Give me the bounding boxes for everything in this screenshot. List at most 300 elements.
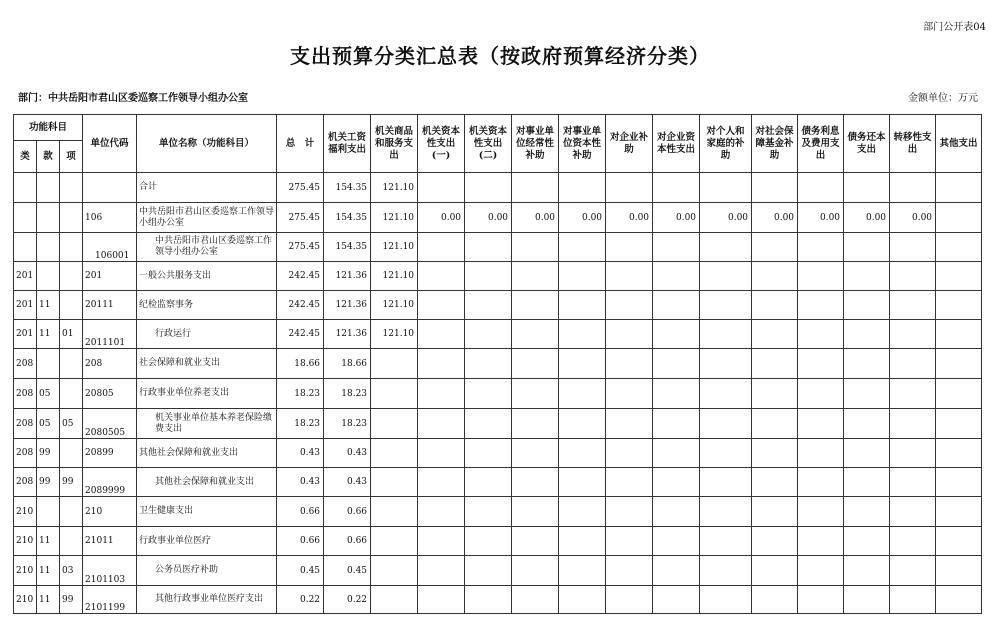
- table-row: [14, 439, 982, 468]
- col-header: 机关商品和服务支出: [371, 115, 418, 173]
- unit-code-cell: 2080505: [83, 409, 137, 439]
- amount-cell: [512, 379, 559, 409]
- amount-cell: [936, 203, 982, 233]
- amount-cell: [559, 468, 606, 497]
- amount-cell: [700, 233, 752, 262]
- amount-cell: [559, 497, 606, 527]
- amount-cell: [752, 409, 798, 439]
- unit-name-cell: 其他社会保障和就业支出: [137, 439, 277, 468]
- amount-cell: [465, 439, 512, 468]
- amount-cell: [512, 349, 559, 379]
- amount-cell: [936, 409, 982, 439]
- table-row: [14, 320, 982, 349]
- amount-cell: [371, 556, 418, 586]
- amount-cell: [418, 233, 465, 262]
- amount-cell: [559, 556, 606, 586]
- col-header: 债务利息及费用支出: [798, 115, 844, 173]
- amount-cell: [512, 320, 559, 349]
- amount-cell: 18.66: [277, 349, 324, 379]
- amount-cell: [844, 233, 890, 262]
- amount-cell: [606, 439, 653, 468]
- table-row: [14, 203, 982, 233]
- amount-cell: [752, 556, 798, 586]
- kuan-cell: 11: [37, 527, 60, 556]
- amount-cell: [936, 556, 982, 586]
- amount-cell: [936, 320, 982, 349]
- amount-cell: 0.00: [465, 203, 512, 233]
- amount-cell: [606, 409, 653, 439]
- amount-cell: 121.36: [324, 291, 371, 320]
- lei-cell: 208: [14, 379, 37, 409]
- unit-code-cell: 210: [83, 497, 137, 527]
- amount-cell: [559, 527, 606, 556]
- amount-cell: [653, 379, 700, 409]
- amount-cell: [752, 527, 798, 556]
- amount-cell: 154.35: [324, 173, 371, 203]
- table-row: [14, 262, 982, 291]
- xiang-cell: [60, 349, 83, 379]
- amount-cell: [606, 586, 653, 614]
- amount-cell: 0.00: [653, 203, 700, 233]
- amount-cell: [752, 379, 798, 409]
- xiang-cell: [60, 497, 83, 527]
- unit-name-cell: 行政事业单位养老支出: [137, 379, 277, 409]
- amount-cell: [512, 233, 559, 262]
- amount-cell: [700, 409, 752, 439]
- amount-cell: [512, 173, 559, 203]
- amount-cell: [559, 233, 606, 262]
- unit-code-cell: 106001: [83, 233, 137, 262]
- amount-cell: [936, 262, 982, 291]
- table-row: [14, 409, 982, 439]
- unit-code-cell: 2101103: [83, 556, 137, 586]
- amount-cell: 121.10: [371, 291, 418, 320]
- amount-cell: 275.45: [277, 233, 324, 262]
- amount-cell: [465, 409, 512, 439]
- amount-cell: [606, 497, 653, 527]
- amount-cell: [371, 409, 418, 439]
- amount-cell: 275.45: [277, 173, 324, 203]
- table-row: [14, 586, 982, 614]
- amount-cell: [653, 556, 700, 586]
- amount-cell: [798, 173, 844, 203]
- amount-cell: [512, 556, 559, 586]
- amount-cell: [890, 173, 936, 203]
- amount-cell: [798, 379, 844, 409]
- xiang-cell: 01: [60, 320, 83, 349]
- amount-cell: [606, 527, 653, 556]
- kuan-cell: [37, 349, 60, 379]
- amount-cell: [465, 173, 512, 203]
- amount-cell: [653, 497, 700, 527]
- amount-cell: [653, 233, 700, 262]
- amount-cell: [936, 527, 982, 556]
- unit-name-cell: 行政运行: [137, 320, 277, 349]
- amount-cell: [798, 497, 844, 527]
- amount-cell: [465, 556, 512, 586]
- unit-code-cell: 20805: [83, 379, 137, 409]
- amount-cell: [752, 468, 798, 497]
- col-header: 对事业单位经常性补助: [512, 115, 559, 173]
- kuan-cell: 11: [37, 586, 60, 614]
- amount-cell: [844, 320, 890, 349]
- amount-cell: [465, 497, 512, 527]
- amount-cell: [844, 173, 890, 203]
- unit-name-cell: 机关事业单位基本养老保险缴费支出: [137, 409, 277, 439]
- amount-cell: [606, 320, 653, 349]
- amount-cell: [465, 233, 512, 262]
- unit-code-cell: 20899: [83, 439, 137, 468]
- amount-cell: 154.35: [324, 233, 371, 262]
- amount-cell: [465, 349, 512, 379]
- amount-cell: [465, 379, 512, 409]
- xiang-header: 项: [60, 141, 83, 173]
- amount-cell: [418, 497, 465, 527]
- amount-cell: [559, 379, 606, 409]
- amount-cell: [512, 527, 559, 556]
- amount-cell: [752, 439, 798, 468]
- func-subject-header: 功能科目: [14, 115, 83, 141]
- amount-cell: [465, 468, 512, 497]
- total-header: 总 计: [277, 115, 324, 173]
- amount-cell: [752, 349, 798, 379]
- unit-code-cell: 2089999: [83, 468, 137, 497]
- unit-name-cell: 公务员医疗补助: [137, 556, 277, 586]
- unit-code-header: 单位代码: [83, 115, 137, 173]
- lei-cell: 201: [14, 320, 37, 349]
- amount-cell: [653, 586, 700, 614]
- col-header: 转移性支出: [890, 115, 936, 173]
- amount-cell: [798, 233, 844, 262]
- unit-name-cell: 一般公共服务支出: [137, 262, 277, 291]
- amount-cell: 0.45: [277, 556, 324, 586]
- unit-name-cell: 行政事业单位医疗: [137, 527, 277, 556]
- amount-cell: [890, 439, 936, 468]
- amount-cell: 0.00: [559, 203, 606, 233]
- kuan-cell: 05: [37, 379, 60, 409]
- amount-cell: [653, 262, 700, 291]
- lei-cell: 208: [14, 439, 37, 468]
- amount-cell: [465, 527, 512, 556]
- amount-cell: [844, 468, 890, 497]
- lei-cell: 201: [14, 262, 37, 291]
- amount-cell: [465, 586, 512, 614]
- unit-name-header: 单位名称（功能科目）: [137, 115, 277, 173]
- lei-cell: 208: [14, 409, 37, 439]
- table-row: [14, 556, 982, 586]
- amount-cell: 121.36: [324, 320, 371, 349]
- amount-cell: [798, 439, 844, 468]
- amount-cell: [844, 379, 890, 409]
- amount-cell: [465, 291, 512, 320]
- amount-cell: 0.00: [512, 203, 559, 233]
- amount-cell: 121.10: [371, 262, 418, 291]
- amount-cell: [606, 468, 653, 497]
- xiang-cell: 05: [60, 409, 83, 439]
- amount-cell: 0.00: [606, 203, 653, 233]
- amount-cell: [653, 349, 700, 379]
- amount-cell: [890, 586, 936, 614]
- amount-cell: [844, 262, 890, 291]
- amount-cell: [371, 586, 418, 614]
- amount-cell: [512, 262, 559, 291]
- form-number: 部门公开表04: [923, 22, 986, 33]
- amount-cell: [606, 379, 653, 409]
- lei-cell: [14, 203, 37, 233]
- amount-cell: [890, 409, 936, 439]
- amount-cell: [653, 173, 700, 203]
- lei-cell: 210: [14, 527, 37, 556]
- amount-cell: 0.43: [324, 439, 371, 468]
- page-title: 支出预算分类汇总表（按政府预算经济分类）: [290, 44, 710, 68]
- xiang-cell: [60, 379, 83, 409]
- amount-cell: [512, 586, 559, 614]
- xiang-cell: 03: [60, 556, 83, 586]
- amount-cell: [606, 291, 653, 320]
- amount-cell: [606, 262, 653, 291]
- amount-cell: 121.10: [371, 203, 418, 233]
- kuan-cell: 99: [37, 468, 60, 497]
- amount-cell: [418, 439, 465, 468]
- col-header: 对事业单位资本性补助: [559, 115, 606, 173]
- amount-cell: [798, 320, 844, 349]
- kuan-cell: 11: [37, 320, 60, 349]
- unit-name-cell: 其他社会保障和就业支出: [137, 468, 277, 497]
- kuan-cell: [37, 262, 60, 291]
- kuan-header: 款: [37, 141, 60, 173]
- amount-cell: 0.43: [277, 439, 324, 468]
- amount-cell: [559, 586, 606, 614]
- amount-cell: [512, 468, 559, 497]
- amount-cell: [700, 320, 752, 349]
- amount-cell: [418, 262, 465, 291]
- col-header: 对企业资本性支出: [653, 115, 700, 173]
- amount-cell: [844, 409, 890, 439]
- amount-cell: [936, 468, 982, 497]
- amount-cell: [559, 409, 606, 439]
- amount-cell: 0.00: [890, 203, 936, 233]
- amount-cell: [752, 291, 798, 320]
- amount-cell: 18.23: [324, 379, 371, 409]
- amount-cell: 18.66: [324, 349, 371, 379]
- amount-cell: [890, 468, 936, 497]
- amount-cell: [653, 291, 700, 320]
- kuan-cell: [37, 497, 60, 527]
- amount-cell: [752, 262, 798, 291]
- amount-cell: [700, 497, 752, 527]
- amount-cell: [798, 556, 844, 586]
- amount-cell: [559, 320, 606, 349]
- unit-code-cell: 201: [83, 262, 137, 291]
- amount-cell: 18.23: [324, 409, 371, 439]
- unit-name-cell: 其他行政事业单位医疗支出: [137, 586, 277, 614]
- table-row: [14, 291, 982, 320]
- expenditure-table: [13, 114, 982, 614]
- col-header: 机关工资福利支出: [324, 115, 371, 173]
- amount-cell: [798, 468, 844, 497]
- amount-cell: [890, 233, 936, 262]
- amount-cell: [844, 556, 890, 586]
- amount-cell: [798, 262, 844, 291]
- amount-cell: [559, 439, 606, 468]
- xiang-cell: [60, 262, 83, 291]
- unit-name-cell: 纪检监察事务: [137, 291, 277, 320]
- table-row: [14, 497, 982, 527]
- lei-cell: [14, 233, 37, 262]
- amount-cell: [844, 586, 890, 614]
- amount-cell: [890, 527, 936, 556]
- xiang-cell: [60, 291, 83, 320]
- amount-cell: 0.66: [277, 497, 324, 527]
- amount-unit-label: 金额单位：万元: [908, 93, 978, 104]
- amount-cell: [700, 586, 752, 614]
- amount-cell: [371, 349, 418, 379]
- amount-cell: [798, 409, 844, 439]
- col-header: 其他支出: [936, 115, 982, 173]
- amount-cell: 0.22: [324, 586, 371, 614]
- amount-cell: [798, 291, 844, 320]
- lei-cell: 201: [14, 291, 37, 320]
- amount-cell: [700, 439, 752, 468]
- amount-cell: [653, 320, 700, 349]
- xiang-cell: [60, 439, 83, 468]
- amount-cell: [418, 291, 465, 320]
- kuan-cell: 05: [37, 409, 60, 439]
- table-row: [14, 379, 982, 409]
- amount-cell: [890, 379, 936, 409]
- amount-cell: [936, 349, 982, 379]
- amount-cell: [936, 379, 982, 409]
- unit-code-cell: [83, 173, 137, 203]
- unit-name-cell: 卫生健康支出: [137, 497, 277, 527]
- col-header: 机关资本性支出(一): [418, 115, 465, 173]
- lei-cell: [14, 173, 37, 203]
- amount-cell: [465, 262, 512, 291]
- amount-cell: [371, 497, 418, 527]
- amount-cell: [371, 379, 418, 409]
- amount-cell: [559, 173, 606, 203]
- amount-cell: [371, 439, 418, 468]
- amount-cell: [371, 527, 418, 556]
- amount-cell: 121.10: [371, 173, 418, 203]
- xiang-cell: 99: [60, 586, 83, 614]
- amount-cell: 0.66: [324, 497, 371, 527]
- amount-cell: [653, 527, 700, 556]
- unit-name-cell: 社会保障和就业支出: [137, 349, 277, 379]
- amount-cell: [559, 349, 606, 379]
- amount-cell: 0.43: [277, 468, 324, 497]
- amount-cell: [890, 262, 936, 291]
- amount-cell: [700, 291, 752, 320]
- amount-cell: 0.22: [277, 586, 324, 614]
- unit-name-cell: 中共岳阳市君山区委巡察工作领导小组办公室: [137, 233, 277, 262]
- amount-cell: 0.00: [844, 203, 890, 233]
- kuan-cell: [37, 173, 60, 203]
- amount-cell: [844, 349, 890, 379]
- kuan-cell: [37, 233, 60, 262]
- amount-cell: [700, 379, 752, 409]
- col-header: 债务还本支出: [844, 115, 890, 173]
- xiang-cell: [60, 203, 83, 233]
- amount-cell: [512, 409, 559, 439]
- xiang-cell: 99: [60, 468, 83, 497]
- amount-cell: [653, 439, 700, 468]
- amount-cell: 242.45: [277, 320, 324, 349]
- amount-cell: [700, 349, 752, 379]
- unit-code-cell: 21011: [83, 527, 137, 556]
- amount-cell: [559, 291, 606, 320]
- unit-code-cell: 208: [83, 349, 137, 379]
- kuan-cell: 99: [37, 439, 60, 468]
- amount-cell: [752, 173, 798, 203]
- amount-cell: [798, 527, 844, 556]
- amount-cell: [700, 262, 752, 291]
- amount-cell: 0.00: [752, 203, 798, 233]
- amount-cell: 275.45: [277, 203, 324, 233]
- amount-cell: [798, 586, 844, 614]
- amount-cell: 242.45: [277, 291, 324, 320]
- amount-cell: [890, 349, 936, 379]
- amount-cell: 18.23: [277, 379, 324, 409]
- amount-cell: 0.66: [277, 527, 324, 556]
- col-header: 对社会保障基金补助: [752, 115, 798, 173]
- lei-cell: 208: [14, 468, 37, 497]
- table-row: [14, 349, 982, 379]
- amount-cell: [653, 468, 700, 497]
- amount-cell: [752, 320, 798, 349]
- amount-cell: [512, 497, 559, 527]
- amount-cell: [465, 320, 512, 349]
- amount-cell: 0.66: [324, 527, 371, 556]
- table-row: [14, 468, 982, 497]
- table-row: [14, 233, 982, 262]
- col-header: 对个人和家庭的补助: [700, 115, 752, 173]
- amount-cell: [418, 409, 465, 439]
- amount-cell: [418, 379, 465, 409]
- amount-cell: 0.45: [324, 556, 371, 586]
- lei-cell: 210: [14, 497, 37, 527]
- amount-cell: 0.43: [324, 468, 371, 497]
- amount-cell: [512, 291, 559, 320]
- unit-code-cell: 2011101: [83, 320, 137, 349]
- amount-cell: 242.45: [277, 262, 324, 291]
- table-row: [14, 173, 982, 203]
- amount-cell: [936, 439, 982, 468]
- amount-cell: 18.23: [277, 409, 324, 439]
- xiang-cell: [60, 233, 83, 262]
- amount-cell: [418, 468, 465, 497]
- table-row: [14, 527, 982, 556]
- amount-cell: [606, 556, 653, 586]
- amount-cell: [418, 349, 465, 379]
- amount-cell: [890, 291, 936, 320]
- amount-cell: [752, 497, 798, 527]
- amount-cell: 121.10: [371, 233, 418, 262]
- xiang-cell: [60, 527, 83, 556]
- kuan-cell: [37, 203, 60, 233]
- amount-cell: [936, 173, 982, 203]
- amount-cell: 154.35: [324, 203, 371, 233]
- unit-code-cell: 106: [83, 203, 137, 233]
- amount-cell: [371, 468, 418, 497]
- amount-cell: [559, 262, 606, 291]
- lei-cell: 210: [14, 586, 37, 614]
- amount-cell: [606, 233, 653, 262]
- amount-cell: [752, 586, 798, 614]
- amount-cell: 0.00: [418, 203, 465, 233]
- amount-cell: 121.10: [371, 320, 418, 349]
- unit-name-cell: 合计: [137, 173, 277, 203]
